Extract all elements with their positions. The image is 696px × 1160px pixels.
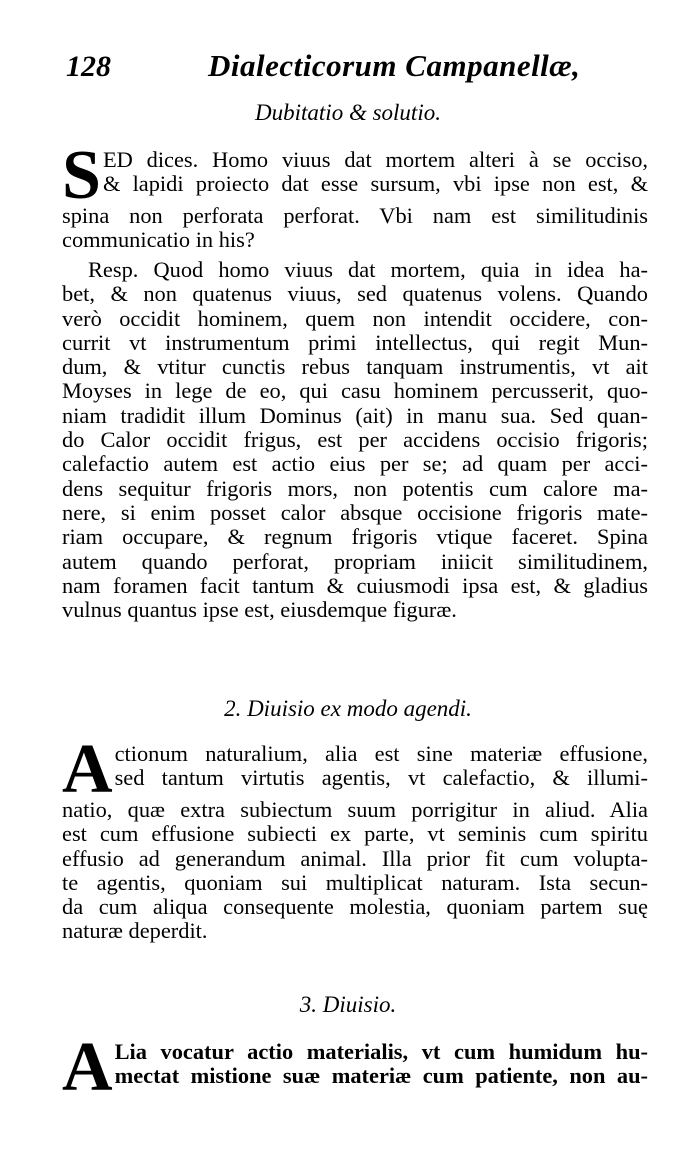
paragraph-actionum <box>62 731 648 944</box>
text-line: Moyses in lege de eo, qui casu hominem percusserit, quo- <box>62 378 648 404</box>
page-header <box>58 40 658 90</box>
text-line: currit vt instrumentum primi intellectus, qui regit Mun- <box>62 329 648 355</box>
text-line: est cum effusione subiecti ex parte, vt seminis cum spiritu <box>62 821 648 847</box>
text-line: nam foramen facit tantum & cuiusmodi ipsa est, & gladius <box>62 572 648 598</box>
text-line: ctionum naturalium, alia est sine materiæ effusione, <box>114 741 648 766</box>
text-line: natio, quæ extra subiectum suum porrigitur in aliud. Alia <box>62 797 648 822</box>
page-number: 128 <box>66 50 111 83</box>
text-line: bet, & non quatenus viuus, sed quatenus volens. Quando <box>62 281 648 307</box>
text-line: da cum aliqua consequente molestia, quoniam partem suę <box>62 894 648 920</box>
text-line: naturæ deperdit. <box>62 918 208 944</box>
text-line: mectat mistione suæ materiæ cum patiente, non au- <box>114 1063 648 1089</box>
section-heading-diuisio-3: 3. Diuisio. <box>299 992 397 1017</box>
text-line: sed tantum virtutis agentis, vt calefactio, & illumi- <box>114 765 648 791</box>
text-line: dum, & vtitur cunctis rebus tanquam instrumentis, vt ait <box>62 354 648 380</box>
text-line: niam tradidit illum Dominus (ait) in manu sua. Sed quan- <box>62 402 648 428</box>
paragraph-alia-vocatur <box>62 1029 648 1106</box>
text-line: vulnus quantus ipse est, eiusdemque figuræ. <box>62 597 457 623</box>
drop-cap: S <box>62 137 101 214</box>
text-line: riam occupare, & regnum frigoris vtique faceret. Spina <box>62 524 648 550</box>
text-line: spina non perforata perforat. Vbi nam est similitudinis <box>62 203 648 228</box>
section-heading-dubitatio: Dubitatio & solutio. <box>255 100 441 125</box>
text-line: dens sequitur frigoris mors, non potentis cum calore ma- <box>62 475 648 501</box>
text-line: calefactio autem est actio eius per se; ad quam per acci- <box>62 451 648 477</box>
text-line: te agentis, quoniam sui multiplicat naturam. Ista secun- <box>62 869 648 895</box>
text-line: communicatio in his? <box>62 227 255 253</box>
text-line: effusio ad generandum animal. Illa prior fit cum volupta- <box>62 845 648 871</box>
text-line: autem quando perforat, propriam iniicit similitudinem, <box>62 548 648 574</box>
text-line: do Calor occidit frigus, est per accidens occisio frigoris; <box>62 427 648 453</box>
text-line: & lapidi proiecto dat esse sursum, vbi ipse non est, & <box>102 171 648 197</box>
text-line: nere, si enim posset calor absque occisione frigoris mate- <box>62 499 648 525</box>
text-line: Resp. Quod homo viuus dat mortem, quia in idea ha- <box>88 257 648 282</box>
text-line: ED dices. Homo viuus dat mortem alteri à se occiso, <box>102 147 648 172</box>
paragraph-sed-dices <box>62 137 648 253</box>
running-title: Dialecticorum Campanellæ, <box>208 48 581 83</box>
drop-cap: A <box>62 1029 113 1106</box>
paragraph-responsio <box>62 258 648 622</box>
drop-cap: A <box>62 731 113 808</box>
text-line: Lia vocatur actio materialis, vt cum humidum hu- <box>114 1039 648 1064</box>
text-line: verò occidit hominem, quem non intendit occidere, con- <box>62 305 648 331</box>
section-heading-diuisio-2: 2. Diuisio ex modo agendi. <box>224 696 472 721</box>
